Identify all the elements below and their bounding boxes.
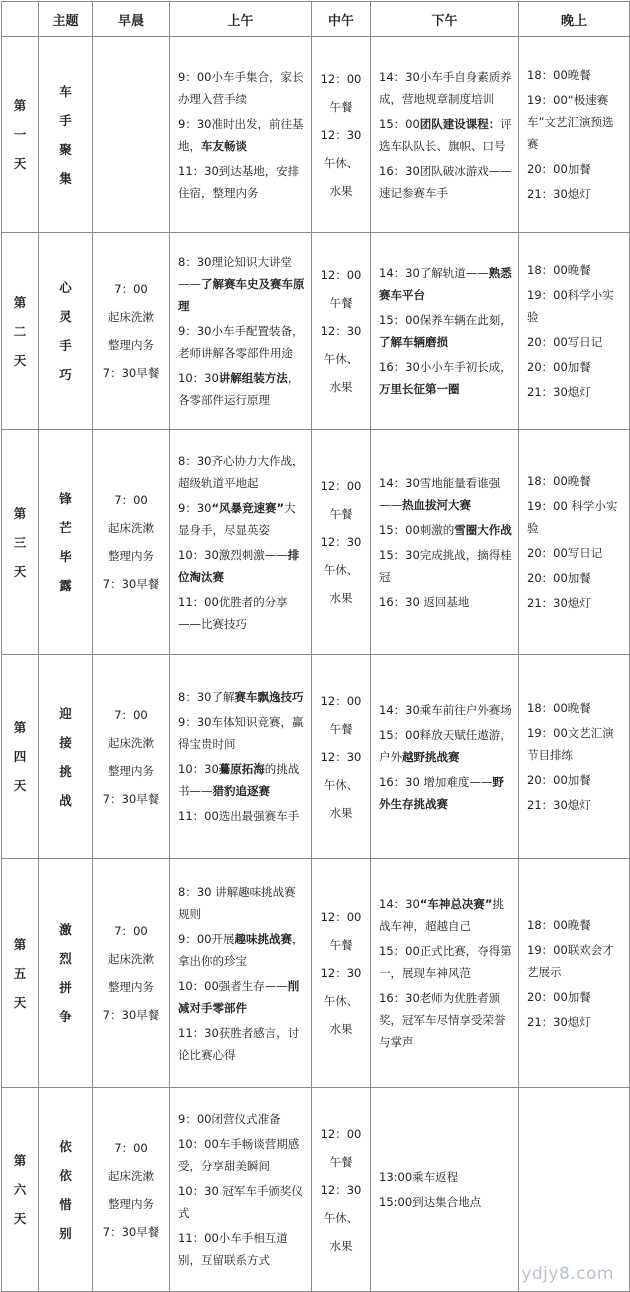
afternoon-cell — [371, 859, 519, 1088]
schedule-item — [379, 519, 513, 541]
schedule-item — [178, 758, 306, 802]
schedule-item — [178, 320, 306, 364]
day-cell — [2, 37, 39, 233]
cell-line: 整理内务 — [108, 338, 154, 352]
schedule-item — [379, 987, 513, 1053]
header-evening: 晚上 — [519, 2, 630, 37]
highlight-text: 熟悉赛车平台 — [379, 266, 512, 302]
theme-char: 手 — [59, 112, 72, 128]
item-text: 21：30熄灯 — [527, 798, 591, 812]
afternoon-cell — [371, 655, 519, 859]
day-cell — [2, 859, 39, 1088]
day-char: 天 — [13, 352, 27, 368]
item-text: 20：00写日记 — [527, 335, 603, 349]
schedule-item — [527, 1011, 624, 1033]
schedule-item — [178, 881, 306, 925]
highlight-text: 趣味挑战赛 — [234, 931, 292, 946]
theme-char: 惜 — [59, 1196, 72, 1212]
item-text: 21：30熄灯 — [527, 385, 591, 399]
schedule-table — [1, 1, 630, 1292]
highlight-text: 野外生存挑战赛 — [379, 774, 504, 811]
item-text: 15：00 — [379, 116, 420, 131]
item-text: 8：30 讲解趣味挑战赛规则 — [178, 884, 296, 921]
cell-line: 7：00 — [114, 924, 148, 938]
item-text: 评选车队队长、旗帜、口号 — [379, 116, 512, 153]
item-text: 9：30车体知识竞赛，赢得宝贵时间 — [178, 715, 304, 751]
schedule-item — [527, 381, 624, 403]
theme-char: 锋 — [59, 491, 72, 506]
theme-cell — [39, 859, 93, 1088]
theme-char: 巧 — [59, 367, 72, 382]
header-theme: 主题 — [39, 2, 93, 37]
noon-cell — [312, 1088, 371, 1292]
theme-char: 集 — [59, 170, 72, 186]
table-row — [2, 233, 630, 430]
item-text: 20：00加餐 — [527, 360, 591, 374]
schedule-item — [178, 686, 306, 708]
cell-line: 7：30早餐 — [102, 791, 160, 806]
schedule-item — [178, 1180, 306, 1224]
schedule-item — [178, 1022, 306, 1066]
cell-line: 水果 — [329, 591, 353, 605]
noon-cell — [312, 859, 371, 1088]
theme-char: 依 — [59, 1167, 72, 1183]
afternoon-cell — [371, 37, 519, 233]
table-row — [2, 1088, 630, 1292]
item-text: 9：30准时出发，前往基地， — [178, 116, 304, 153]
header-noon: 中午 — [312, 2, 371, 37]
schedule-item — [178, 113, 306, 157]
table-row — [2, 37, 630, 233]
schedule-item — [178, 975, 306, 1019]
header-blank — [2, 2, 39, 37]
day-char: 五 — [13, 965, 27, 981]
forenoon-cell — [170, 859, 312, 1088]
item-text: 15：00刺激的 — [379, 522, 455, 537]
theme-char: 接 — [59, 734, 72, 750]
cell-line: 午餐 — [329, 296, 353, 310]
schedule-item — [178, 251, 306, 317]
cell-line: 12：30 — [320, 535, 362, 549]
cell-line: 12：30 — [320, 749, 362, 764]
theme-char: 露 — [59, 578, 72, 593]
item-text: 10：00车手畅谈营期感受，分享甜美瞬间 — [178, 1137, 300, 1173]
item-text: 18：00晚餐 — [527, 917, 591, 932]
cell-line: 水果 — [329, 183, 353, 198]
cell-line: 整理内务 — [108, 763, 154, 778]
morning-cell — [93, 233, 170, 430]
item-text: 9：30小车手配置装备，老师讲解各零部件用途 — [178, 324, 304, 360]
day-char: 天 — [13, 156, 27, 171]
schedule-item — [379, 262, 513, 306]
item-text: 9：00开展 — [178, 931, 235, 946]
cell-line: 7：00 — [114, 707, 148, 722]
cell-line: 午休、 — [323, 352, 359, 366]
theme-char: 拼 — [59, 980, 72, 995]
item-text: 16：30 返回基地 — [379, 594, 470, 609]
item-text: 8：30齐心协力大作战，超级轨道平地起 — [178, 453, 304, 490]
item-text: 20：00加餐 — [527, 162, 591, 176]
table-row — [2, 430, 630, 655]
day-char: 六 — [13, 1182, 27, 1197]
day-char: 第 — [13, 294, 27, 310]
day-char: 一 — [13, 127, 27, 142]
schedule-item — [379, 544, 513, 588]
schedule-item — [527, 939, 624, 983]
schedule-item — [527, 183, 624, 205]
item-text: 18：00晚餐 — [527, 263, 591, 277]
theme-char: 聚 — [59, 141, 72, 157]
day-char: 天 — [13, 563, 27, 579]
highlight-text: 团队建设课程： — [419, 116, 501, 131]
schedule-item — [527, 259, 624, 281]
highlight-text: 了解赛车史及赛车原理 — [178, 277, 305, 313]
schedule-item — [178, 1108, 306, 1130]
schedule-item — [178, 711, 306, 755]
theme-char: 挑 — [59, 763, 72, 779]
highlight-text: 越野挑战赛 — [402, 749, 460, 764]
cell-line: 起床洗漱 — [108, 735, 154, 750]
table-row — [2, 655, 630, 859]
schedule-item — [527, 914, 624, 936]
forenoon-cell — [170, 655, 312, 859]
day-char: 四 — [13, 749, 27, 764]
cell-line: 午餐 — [329, 938, 353, 952]
schedule-item — [527, 331, 624, 353]
schedule-item — [527, 470, 624, 492]
cell-line: 午休、 — [323, 563, 359, 577]
cell-line: 水果 — [329, 805, 353, 820]
evening-cell — [519, 430, 630, 655]
afternoon-cell — [371, 430, 519, 655]
evening-cell — [519, 233, 630, 430]
schedule-item — [379, 591, 513, 613]
schedule-item — [379, 893, 513, 937]
noon-cell — [312, 430, 371, 655]
item-text: 18：00晚餐 — [527, 474, 591, 488]
schedule-item — [527, 986, 624, 1008]
schedule-item — [527, 158, 624, 180]
cell-line: 午餐 — [329, 1154, 353, 1169]
day-char: 第 — [13, 1153, 27, 1168]
noon-cell — [312, 655, 371, 859]
day-char: 第 — [13, 720, 27, 735]
forenoon-cell — [170, 233, 312, 430]
item-text: 11：00选出最强赛车手 — [178, 809, 300, 823]
cell-line: 午餐 — [329, 507, 353, 521]
item-text: 20：00加餐 — [527, 571, 591, 585]
highlight-text: 了解车辆磨损 — [379, 335, 448, 349]
highlight-text: 猎豹追逐赛 — [212, 784, 270, 798]
cell-line: 整理内务 — [108, 549, 154, 563]
item-text: 18：00晚餐 — [527, 701, 591, 715]
theme-cell — [39, 1088, 93, 1292]
cell-line: 午餐 — [329, 99, 353, 114]
highlight-text: “车神总决赛” — [419, 897, 493, 911]
header-afternoon: 下午 — [371, 2, 519, 37]
highlight-text: 万里长征第一圈 — [379, 382, 460, 396]
highlight-text: 讲解组装方法 — [218, 371, 288, 385]
schedule-item — [379, 1191, 513, 1213]
item-text: 16：30团队破冰游戏——速记参赛车手 — [379, 163, 512, 200]
day-char: 天 — [13, 1211, 27, 1226]
schedule-item — [379, 356, 513, 400]
item-text: 21：30熄灯 — [527, 1014, 591, 1029]
theme-cell — [39, 233, 93, 430]
highlight-text: 雪圈大作战 — [454, 522, 512, 537]
schedule-item — [527, 794, 624, 816]
highlight-text: 削减对手零部件 — [178, 978, 300, 1015]
highlight-text: “风暴竞速赛” — [211, 500, 285, 515]
item-text: 14：30乘车前往户外赛场 — [379, 702, 512, 717]
theme-char: 手 — [59, 338, 72, 353]
schedule-item — [379, 113, 513, 157]
theme-cell — [39, 655, 93, 859]
schedule-item — [527, 64, 624, 86]
cell-line: 12：00 — [320, 910, 362, 924]
item-text: 10：00强者生存—— — [178, 978, 288, 993]
forenoon-cell — [170, 1088, 312, 1292]
item-text: 14：30了解轨道—— — [379, 266, 489, 280]
schedule-item — [178, 66, 306, 110]
schedule-item — [527, 89, 624, 155]
cell-line: 午休、 — [323, 155, 359, 170]
item-text: 21：30熄灯 — [527, 596, 591, 610]
highlight-text: 驀原拓海 — [218, 762, 265, 776]
schedule-item — [178, 450, 306, 494]
theme-char: 激 — [59, 922, 72, 937]
cell-line: 午休、 — [323, 777, 359, 792]
morning-cell — [93, 1088, 170, 1292]
schedule-item — [527, 722, 624, 766]
item-text: 的挑战书—— — [178, 762, 300, 798]
theme-cell — [39, 430, 93, 655]
theme-char: 芒 — [59, 520, 72, 535]
cell-line: 午餐 — [329, 721, 353, 736]
item-text: 16：30 增加难度—— — [379, 774, 493, 789]
item-text: 11：30获胜者感言，讨论比赛心得 — [178, 1025, 300, 1062]
item-text: 20：00加餐 — [527, 773, 591, 787]
schedule-item — [527, 592, 624, 614]
item-text: 13:00乘车返程 — [379, 1170, 459, 1184]
item-text: 21：30熄灯 — [527, 187, 591, 201]
day-cell — [2, 1088, 39, 1292]
item-text: 16：30老师为优胜者颁奖，冠军车尽情享受荣誉与掌声 — [379, 991, 506, 1049]
theme-char: 灵 — [59, 309, 72, 324]
day-char: 天 — [13, 778, 27, 793]
noon-cell — [312, 37, 371, 233]
schedule-item — [379, 724, 513, 768]
theme-char: 争 — [59, 1009, 72, 1024]
day-char: 三 — [13, 534, 27, 550]
item-text: ，拿出你的珍宝 — [178, 931, 304, 968]
schedule-item — [527, 567, 624, 589]
schedule-item — [178, 544, 306, 588]
morning-cell — [93, 430, 170, 655]
schedule-item — [379, 1166, 513, 1188]
schedule-item — [379, 699, 513, 721]
highlight-text: 排位淘汰赛 — [178, 547, 300, 584]
cell-line: 起床洗漱 — [108, 521, 154, 535]
highlight-text: 车友畅谈 — [201, 138, 247, 153]
schedule-item — [379, 309, 513, 353]
day-char: 第 — [13, 936, 27, 952]
cell-line: 午休、 — [323, 994, 359, 1008]
item-text: 9：30 — [178, 500, 212, 515]
item-text: 大显身手，尽显英姿 — [178, 500, 296, 537]
schedule-item — [178, 1227, 306, 1271]
item-text: 19：00“极速赛车”文艺汇演预选赛 — [527, 93, 614, 151]
morning-cell — [93, 655, 170, 859]
schedule-item — [178, 160, 306, 204]
theme-char: 别 — [59, 1225, 72, 1241]
cell-line: 7：30早餐 — [102, 366, 160, 380]
item-text: 15：30完成挑战，摘得桂冠 — [379, 547, 512, 584]
forenoon-cell — [170, 430, 312, 655]
cell-line: 12：00 — [320, 693, 362, 708]
schedule-item — [178, 497, 306, 541]
day-char: 第 — [13, 98, 27, 113]
day-char: 天 — [13, 994, 27, 1010]
theme-char: 车 — [59, 83, 72, 99]
cell-line: 12：00 — [320, 479, 362, 493]
item-text: 14：30 — [379, 897, 420, 911]
item-text: 14：30小车手自身素质养成，营地规章制度培训 — [379, 69, 512, 106]
cell-line: 整理内务 — [108, 980, 154, 994]
theme-char: 战 — [59, 792, 72, 808]
theme-cell — [39, 37, 93, 233]
cell-line: 整理内务 — [108, 1196, 154, 1211]
morning-cell — [93, 859, 170, 1088]
theme-char: 毕 — [59, 549, 72, 564]
day-char: 二 — [13, 323, 27, 339]
schedule-item — [379, 66, 513, 110]
item-text: 19：00联欢会才艺展示 — [527, 942, 614, 979]
schedule-item — [527, 697, 624, 719]
highlight-text: 赛车飘逸技巧 — [234, 690, 304, 704]
item-text: 19：00文艺汇演节目排练 — [527, 726, 614, 762]
schedule-item — [379, 472, 513, 516]
item-text: 11：00小车手相互道别，互留联系方式 — [178, 1231, 288, 1267]
schedule-item — [527, 769, 624, 791]
header-morning: 早晨 — [93, 2, 170, 37]
schedule-item — [527, 542, 624, 564]
cell-line: 12：00 — [320, 1126, 362, 1141]
forenoon-cell — [170, 37, 312, 233]
item-text: 10：30 — [178, 762, 219, 776]
noon-cell — [312, 233, 371, 430]
theme-char: 依 — [59, 1138, 72, 1154]
schedule-item — [379, 771, 513, 815]
cell-line: 7：00 — [114, 282, 148, 296]
cell-line: 12：30 — [320, 1182, 362, 1197]
cell-line: 12：00 — [320, 71, 362, 86]
cell-line: 水果 — [329, 1022, 353, 1036]
schedule-item — [178, 591, 306, 635]
schedule-item — [527, 495, 624, 539]
item-text: 14：30雪地能量看谁强—— — [379, 475, 501, 512]
watermark: ydjy8.com — [521, 1264, 614, 1284]
schedule-item — [379, 940, 513, 984]
item-text: 8：30理论知识大讲堂—— — [178, 255, 292, 291]
item-text: 9：00小车手集合，家长办理入营手续 — [178, 69, 304, 106]
cell-line: 午休、 — [323, 1210, 359, 1225]
evening-cell — [519, 1088, 630, 1292]
item-text: 11：30到达基地，安排住宿，整理内务 — [178, 163, 300, 200]
day-char: 第 — [13, 505, 27, 521]
schedule-item — [178, 805, 306, 827]
item-text: 15：00释放天赋任遨游，户外 — [379, 727, 512, 764]
item-text: 18：00晚餐 — [527, 68, 591, 82]
schedule-item — [527, 284, 624, 328]
theme-char: 烈 — [59, 951, 72, 966]
item-text: 20：00写日记 — [527, 546, 603, 560]
theme-char: 迎 — [59, 705, 72, 721]
schedule-item — [379, 160, 513, 204]
item-text: 19：00科学小实验 — [527, 288, 614, 324]
cell-line: 7：00 — [114, 1140, 148, 1155]
schedule-item — [178, 1133, 306, 1177]
item-text: 8：30了解 — [178, 690, 235, 704]
item-text: 9：00闭营仪式准备 — [178, 1112, 281, 1126]
cell-line: 起床洗漱 — [108, 1168, 154, 1183]
cell-line: 水果 — [329, 1238, 353, 1253]
afternoon-cell — [371, 233, 519, 430]
theme-char: 心 — [59, 280, 72, 295]
cell-line: 12：30 — [320, 324, 362, 338]
item-text: 11：00优胜者的分享——比赛技巧 — [178, 594, 288, 631]
cell-line: 起床洗漱 — [108, 952, 154, 966]
evening-cell — [519, 655, 630, 859]
item-text: 15：00保养车辆在此刻， — [379, 313, 512, 327]
item-text: 挑战车神，超越自己 — [379, 897, 504, 933]
header-forenoon: 上午 — [170, 2, 312, 37]
day-cell — [2, 655, 39, 859]
item-text: 15：00正式比赛，夺得第一，展现车神风范 — [379, 944, 512, 980]
day-cell — [2, 233, 39, 430]
item-text: 15:00到达集合地点 — [379, 1195, 482, 1209]
evening-cell — [519, 859, 630, 1088]
cell-line: 水果 — [329, 380, 353, 394]
day-cell — [2, 430, 39, 655]
header-row — [2, 2, 630, 37]
cell-line: 12：30 — [320, 966, 362, 980]
highlight-text: 热血拔河大赛 — [402, 497, 471, 512]
item-text: 10：30 — [178, 371, 219, 385]
item-text: 19：00 科学小实验 — [527, 499, 618, 535]
table-row — [2, 859, 630, 1088]
cell-line: 起床洗漱 — [108, 310, 154, 324]
item-text: 20：00加餐 — [527, 989, 591, 1004]
item-text: 10：30激烈刺激—— — [178, 547, 288, 562]
cell-line: 12：30 — [320, 127, 362, 142]
morning-cell — [93, 37, 170, 233]
cell-line: 7：30早餐 — [102, 577, 160, 591]
item-text: 10：30 冠军车手颁奖仪式 — [178, 1184, 303, 1220]
cell-line: 7：30早餐 — [102, 1224, 160, 1239]
afternoon-cell — [371, 1088, 519, 1292]
schedule-item — [178, 367, 306, 411]
item-text: ，各零部件运行原理 — [178, 371, 300, 407]
schedule-item — [527, 356, 624, 378]
schedule-item — [178, 928, 306, 972]
evening-cell — [519, 37, 630, 233]
item-text: 16：30小小车手初长成， — [379, 360, 512, 374]
cell-line: 7：30早餐 — [102, 1008, 160, 1022]
cell-line: 7：00 — [114, 493, 148, 507]
cell-line: 12：00 — [320, 268, 362, 282]
